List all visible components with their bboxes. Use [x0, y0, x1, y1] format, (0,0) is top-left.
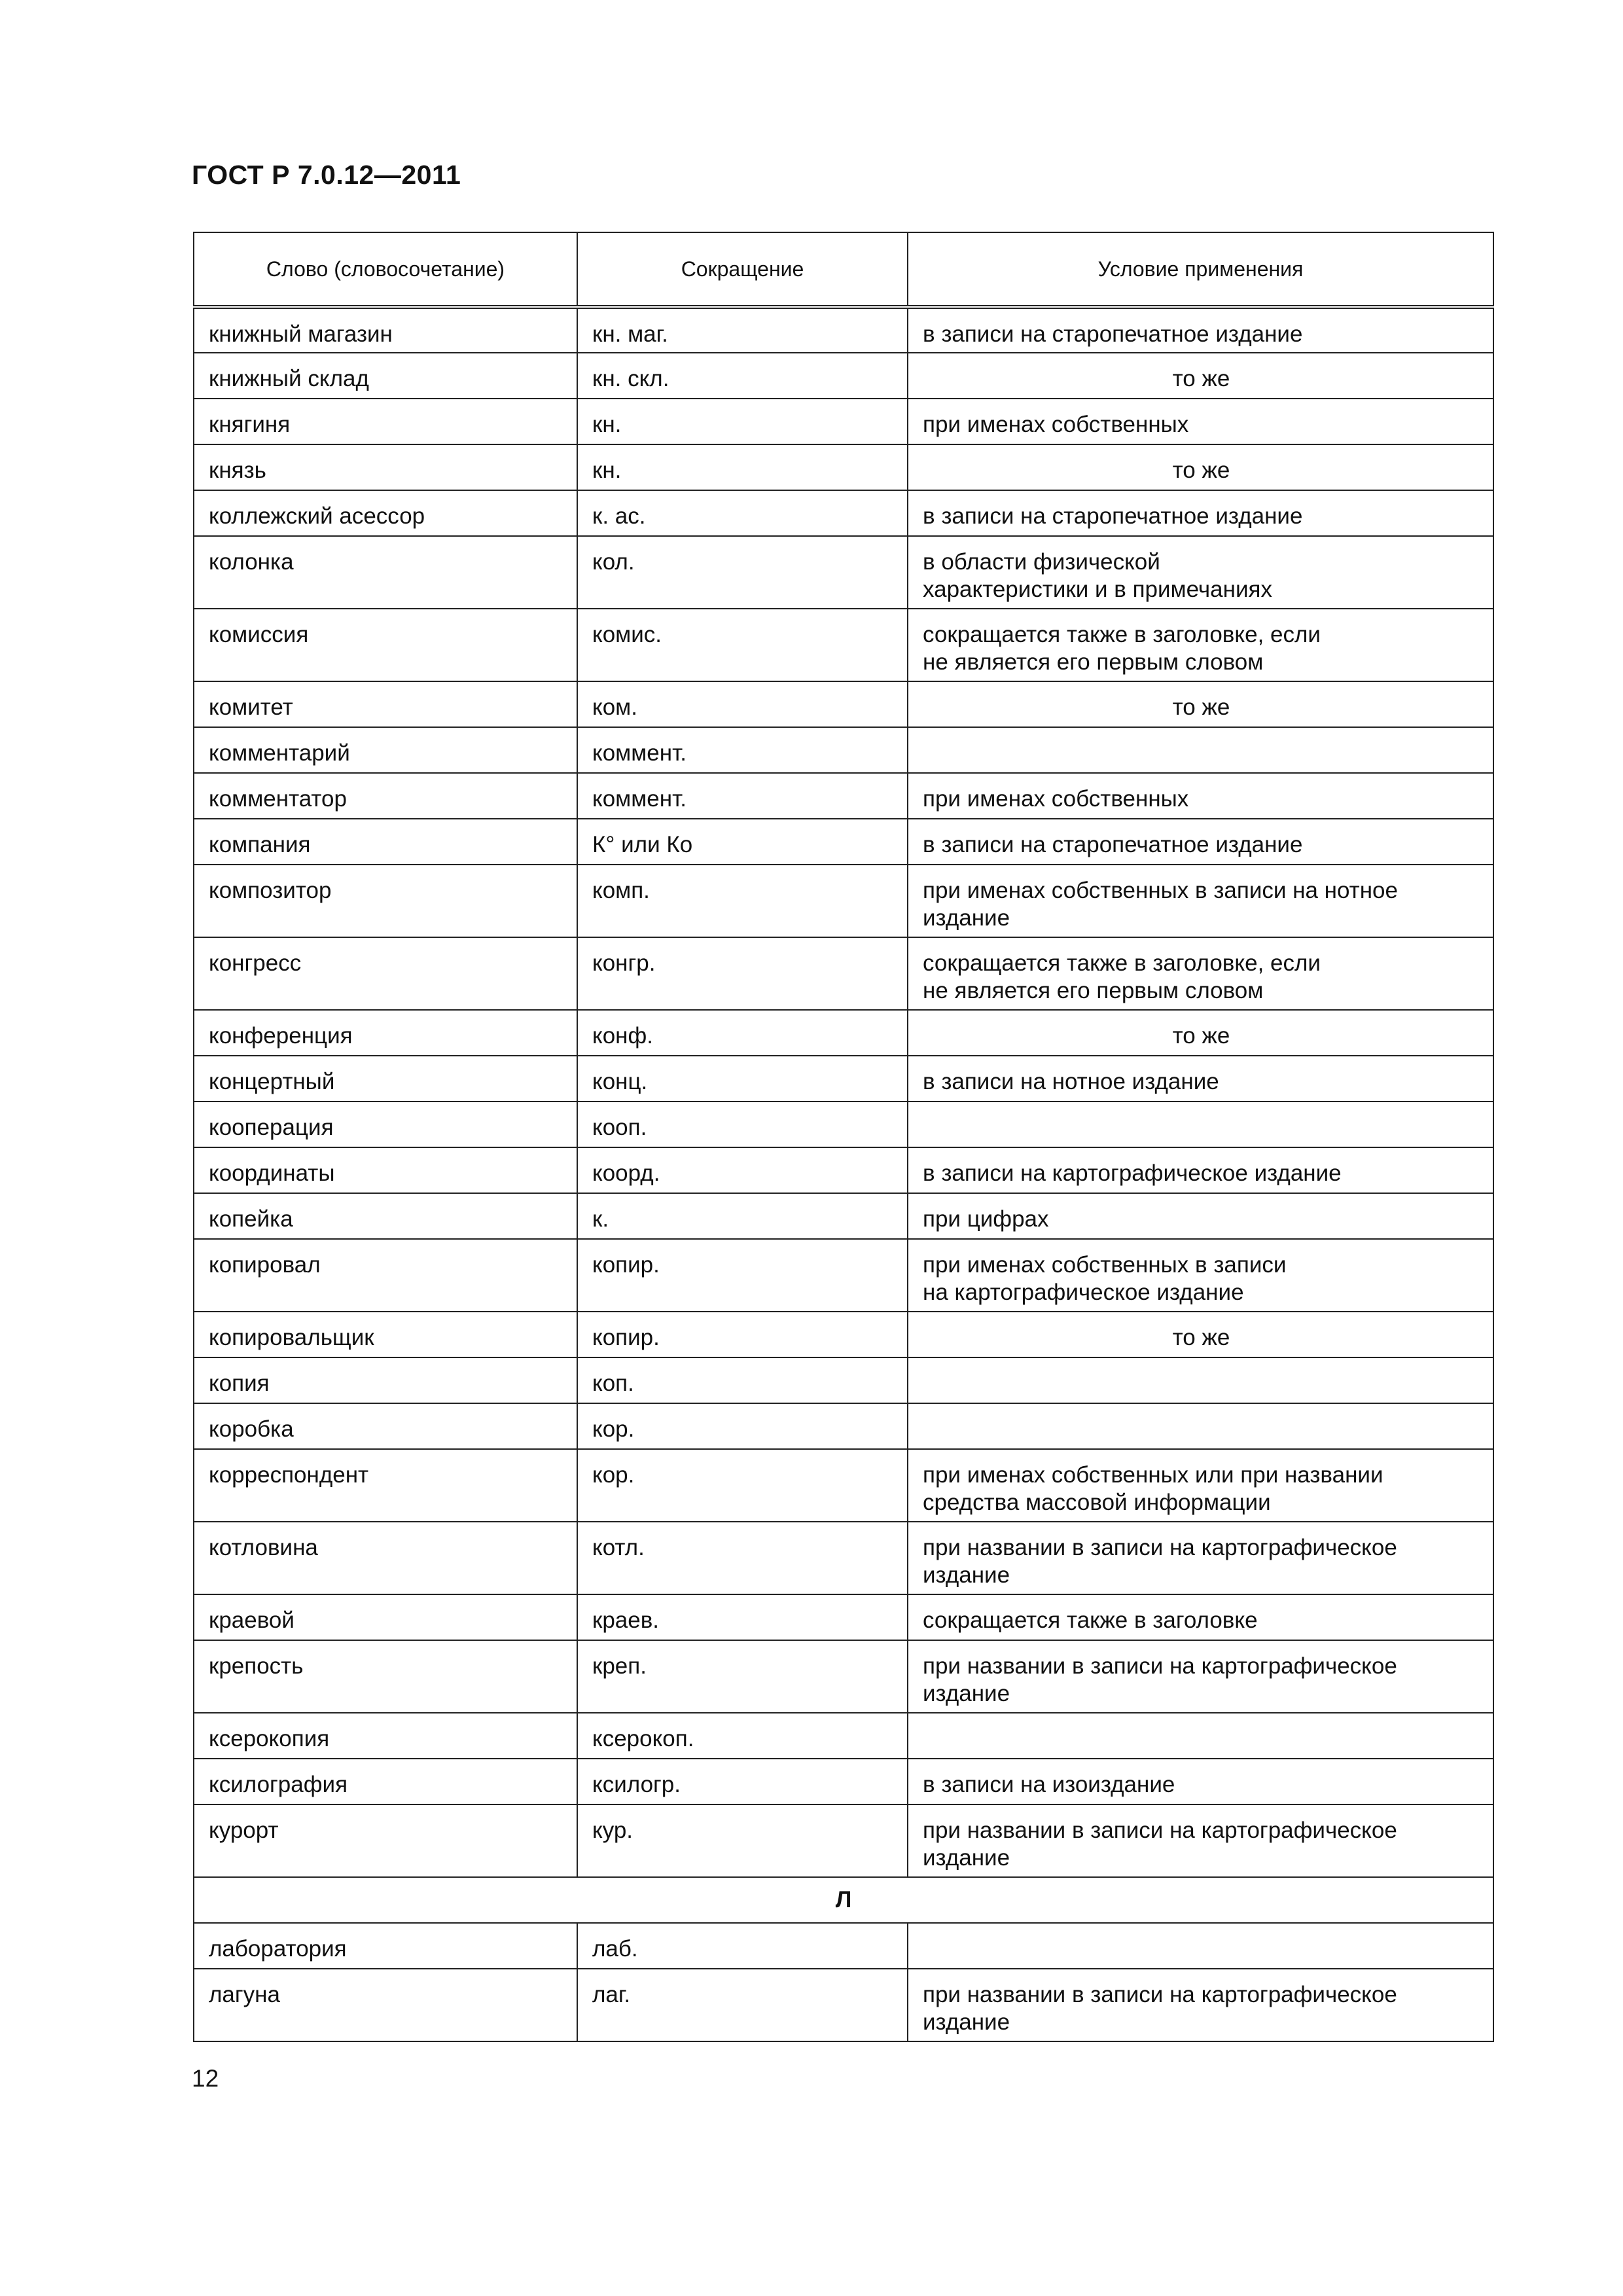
table-row	[194, 1403, 1493, 1449]
abbreviation-cell: кол.	[577, 536, 908, 609]
word-cell: лаборатория	[194, 1923, 577, 1969]
abbreviation-cell: комп.	[577, 865, 908, 937]
condition-cell: сокращается также в заголовке	[908, 1594, 1493, 1640]
word-cell: комитет	[194, 681, 577, 727]
condition-cell: в области физической характеристики и в примечаниях	[908, 536, 1493, 609]
table-row	[194, 490, 1493, 536]
word-cell: копия	[194, 1357, 577, 1403]
abbreviation-cell: К° или Ко	[577, 819, 908, 865]
table-row	[194, 536, 1493, 609]
abbreviation-cell: к. ас.	[577, 490, 908, 536]
word-cell: крепость	[194, 1640, 577, 1713]
condition-cell: в записи на изоиздание	[908, 1759, 1493, 1804]
word-cell: концертный	[194, 1056, 577, 1102]
condition-cell: в записи на старопечатное издание	[908, 490, 1493, 536]
condition-cell	[908, 1357, 1493, 1403]
abbreviation-cell: ксерокоп.	[577, 1713, 908, 1759]
condition-cell: в записи на старопечатное издание	[908, 819, 1493, 865]
word-cell: координаты	[194, 1147, 577, 1193]
condition-cell: то же	[908, 444, 1493, 490]
abbreviation-cell: кн.	[577, 444, 908, 490]
abbreviation-cell: коп.	[577, 1357, 908, 1403]
table-row	[194, 1312, 1493, 1357]
abbreviation-cell: лаб.	[577, 1923, 908, 1969]
table-row	[194, 1147, 1493, 1193]
abbreviation-cell: кор.	[577, 1403, 908, 1449]
column-header-word: Слово (словосочетание)	[194, 232, 577, 307]
table-row	[194, 609, 1493, 681]
condition-cell: то же	[908, 1010, 1493, 1056]
condition-cell: в записи на картографическое издание	[908, 1147, 1493, 1193]
abbreviation-cell: конгр.	[577, 937, 908, 1010]
condition-cell	[908, 1102, 1493, 1147]
table-header-row	[194, 232, 1493, 307]
abbreviation-cell: к.	[577, 1193, 908, 1239]
table-row	[194, 1449, 1493, 1522]
abbreviation-cell: конц.	[577, 1056, 908, 1102]
word-cell: ксерокопия	[194, 1713, 577, 1759]
condition-cell: при названии в записи на картографическое издание	[908, 1522, 1493, 1594]
word-cell: комментатор	[194, 773, 577, 819]
condition-cell	[908, 727, 1493, 773]
abbreviation-cell: лаг.	[577, 1969, 908, 2041]
condition-cell: при именах собственных или при названии средства массовой информации	[908, 1449, 1493, 1522]
abbreviation-cell: копир.	[577, 1312, 908, 1357]
table-row	[194, 1056, 1493, 1102]
word-cell: книжный склад	[194, 353, 577, 399]
table-row	[194, 1357, 1493, 1403]
column-header-condition: Условие применения	[908, 232, 1493, 307]
table-row	[194, 1640, 1493, 1713]
abbreviation-cell: коммент.	[577, 773, 908, 819]
abbreviation-cell: кур.	[577, 1804, 908, 1877]
table-row	[194, 444, 1493, 490]
table-row	[194, 1594, 1493, 1640]
word-cell: кооперация	[194, 1102, 577, 1147]
condition-cell: при именах собственных в записи на нотное издание	[908, 865, 1493, 937]
abbreviation-cell: ксилогр.	[577, 1759, 908, 1804]
abbreviation-cell: кооп.	[577, 1102, 908, 1147]
section-row	[194, 1877, 1493, 1923]
abbreviation-cell: кор.	[577, 1449, 908, 1522]
column-header-abbreviation: Сокращение	[577, 232, 908, 307]
word-cell: компания	[194, 819, 577, 865]
page-number: 12	[192, 2065, 219, 2092]
table-row	[194, 937, 1493, 1010]
word-cell: лагуна	[194, 1969, 577, 2041]
word-cell: комиссия	[194, 609, 577, 681]
table-row	[194, 1923, 1493, 1969]
table-row	[194, 865, 1493, 937]
table-row	[194, 1759, 1493, 1804]
condition-cell	[908, 1713, 1493, 1759]
table-row	[194, 1804, 1493, 1877]
word-cell: котловина	[194, 1522, 577, 1594]
word-cell: композитор	[194, 865, 577, 937]
condition-cell: в записи на нотное издание	[908, 1056, 1493, 1102]
table-body	[194, 307, 1493, 2041]
word-cell: князь	[194, 444, 577, 490]
word-cell: конференция	[194, 1010, 577, 1056]
condition-cell: то же	[908, 353, 1493, 399]
abbreviations-table	[193, 232, 1494, 2042]
condition-cell: сокращается также в заголовке, если не является его первым словом	[908, 937, 1493, 1010]
condition-cell: то же	[908, 681, 1493, 727]
abbreviation-cell: коорд.	[577, 1147, 908, 1193]
table-row	[194, 681, 1493, 727]
table-row	[194, 1969, 1493, 2041]
table-row	[194, 1239, 1493, 1312]
word-cell: книжный магазин	[194, 307, 577, 353]
abbreviation-cell: кн. маг.	[577, 307, 908, 353]
table-row	[194, 399, 1493, 444]
abbreviation-cell: комис.	[577, 609, 908, 681]
word-cell: комментарий	[194, 727, 577, 773]
table-row	[194, 353, 1493, 399]
abbreviation-cell: конф.	[577, 1010, 908, 1056]
word-cell: копировал	[194, 1239, 577, 1312]
table-row	[194, 1102, 1493, 1147]
section-letter: Л	[194, 1877, 1493, 1923]
table-row	[194, 1713, 1493, 1759]
abbreviation-cell: краев.	[577, 1594, 908, 1640]
table-row	[194, 819, 1493, 865]
table-row	[194, 1193, 1493, 1239]
word-cell: коробка	[194, 1403, 577, 1449]
abbreviation-cell: копир.	[577, 1239, 908, 1312]
abbreviation-cell: креп.	[577, 1640, 908, 1713]
word-cell: копировальщик	[194, 1312, 577, 1357]
table-row	[194, 773, 1493, 819]
document-header: ГОСТ Р 7.0.12—2011	[192, 160, 461, 190]
condition-cell: в записи на старопечатное издание	[908, 307, 1493, 353]
word-cell: княгиня	[194, 399, 577, 444]
condition-cell	[908, 1403, 1493, 1449]
word-cell: колонка	[194, 536, 577, 609]
abbreviation-cell: котл.	[577, 1522, 908, 1594]
word-cell: корреспондент	[194, 1449, 577, 1522]
word-cell: курорт	[194, 1804, 577, 1877]
word-cell: конгресс	[194, 937, 577, 1010]
condition-cell: при именах собственных	[908, 773, 1493, 819]
abbreviation-cell: кн.	[577, 399, 908, 444]
condition-cell: при названии в записи на картографическое издание	[908, 1640, 1493, 1713]
abbreviation-cell: кн. скл.	[577, 353, 908, 399]
condition-cell: при названии в записи на картографическое издание	[908, 1969, 1493, 2041]
abbreviation-cell: коммент.	[577, 727, 908, 773]
condition-cell: сокращается также в заголовке, если не является его первым словом	[908, 609, 1493, 681]
condition-cell: при названии в записи на картографическое издание	[908, 1804, 1493, 1877]
word-cell: коллежский асессор	[194, 490, 577, 536]
table-row	[194, 1522, 1493, 1594]
table-row	[194, 727, 1493, 773]
word-cell: ксилография	[194, 1759, 577, 1804]
word-cell: копейка	[194, 1193, 577, 1239]
word-cell: краевой	[194, 1594, 577, 1640]
condition-cell	[908, 1923, 1493, 1969]
abbreviation-cell: ком.	[577, 681, 908, 727]
table-row	[194, 1010, 1493, 1056]
condition-cell: при цифрах	[908, 1193, 1493, 1239]
condition-cell: то же	[908, 1312, 1493, 1357]
table-row	[194, 307, 1493, 353]
condition-cell: при именах собственных в записи на картографическое издание	[908, 1239, 1493, 1312]
condition-cell: при именах собственных	[908, 399, 1493, 444]
